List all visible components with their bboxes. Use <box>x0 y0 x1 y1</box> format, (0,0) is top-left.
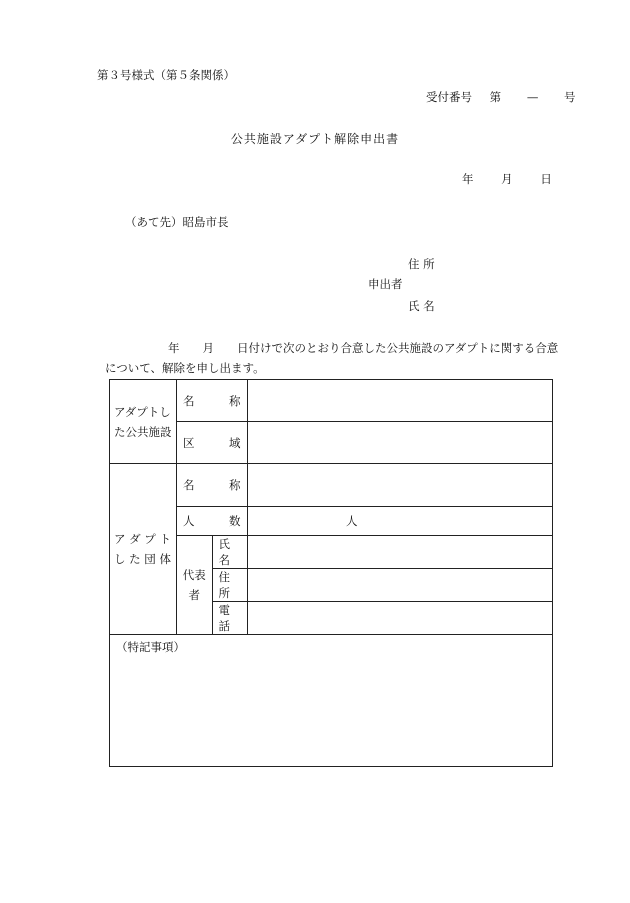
notes-field[interactable] <box>110 635 553 767</box>
receipt-go: 号 <box>563 90 576 104</box>
receipt-dash: — <box>526 90 539 104</box>
application-table <box>109 379 553 767</box>
facility-area-text: 区 域 <box>183 435 241 450</box>
applicant-name-label: 氏 名 <box>408 299 435 313</box>
org-count-text: 人 数 <box>183 514 241 528</box>
representative-label: 代表者 <box>177 536 213 635</box>
date-day: 日 <box>540 172 552 186</box>
form-number: 第３号様式（第５条関係） <box>97 68 235 82</box>
date-year: 年 <box>462 172 474 186</box>
body-text-line1: 年 月 日付けで次のとおり合意した公共施設のアダプトに関する合意 <box>168 341 559 355</box>
receipt-number <box>426 92 575 104</box>
facility-area-field[interactable] <box>248 422 553 464</box>
date-line <box>462 174 552 186</box>
facility-name-text: 名 称 <box>183 393 241 408</box>
notes-label: （特記事項） <box>116 640 185 654</box>
org-count-label <box>177 507 248 536</box>
date-month: 月 <box>501 172 513 186</box>
receipt-dai: 第 <box>489 90 502 104</box>
applicant-label: 申出者 <box>368 277 403 291</box>
page-title: 公共施設アダプト解除申出書 <box>230 132 400 146</box>
org-name-label <box>177 464 248 507</box>
rep-address-label: 住 所 <box>212 569 248 602</box>
org-name-text: 名 称 <box>183 478 241 492</box>
rep-address-field[interactable] <box>248 569 553 602</box>
rep-name-label: 氏 名 <box>212 536 248 569</box>
rep-phone-field[interactable] <box>248 602 553 635</box>
org-count-field[interactable] <box>248 507 553 536</box>
persons-unit: 人 <box>346 514 358 528</box>
org-group-label: ア ダ プ ト し た 団 体 <box>110 464 177 635</box>
org-name-field[interactable] <box>248 464 553 507</box>
facility-name-field[interactable] <box>248 380 553 422</box>
receipt-label: 受付番号 <box>426 90 472 104</box>
rep-name-field[interactable] <box>248 536 553 569</box>
facility-group-label: アダプトした公共施設 <box>110 380 177 464</box>
applicant-address-label: 住 所 <box>408 257 435 271</box>
facility-name-label <box>177 380 248 422</box>
addressee: （あて先）昭島市長 <box>125 215 229 229</box>
rep-phone-label: 電 話 <box>212 602 248 635</box>
facility-area-label <box>177 422 248 464</box>
body-text-line2: について、解除を申し出ます。 <box>105 361 265 375</box>
